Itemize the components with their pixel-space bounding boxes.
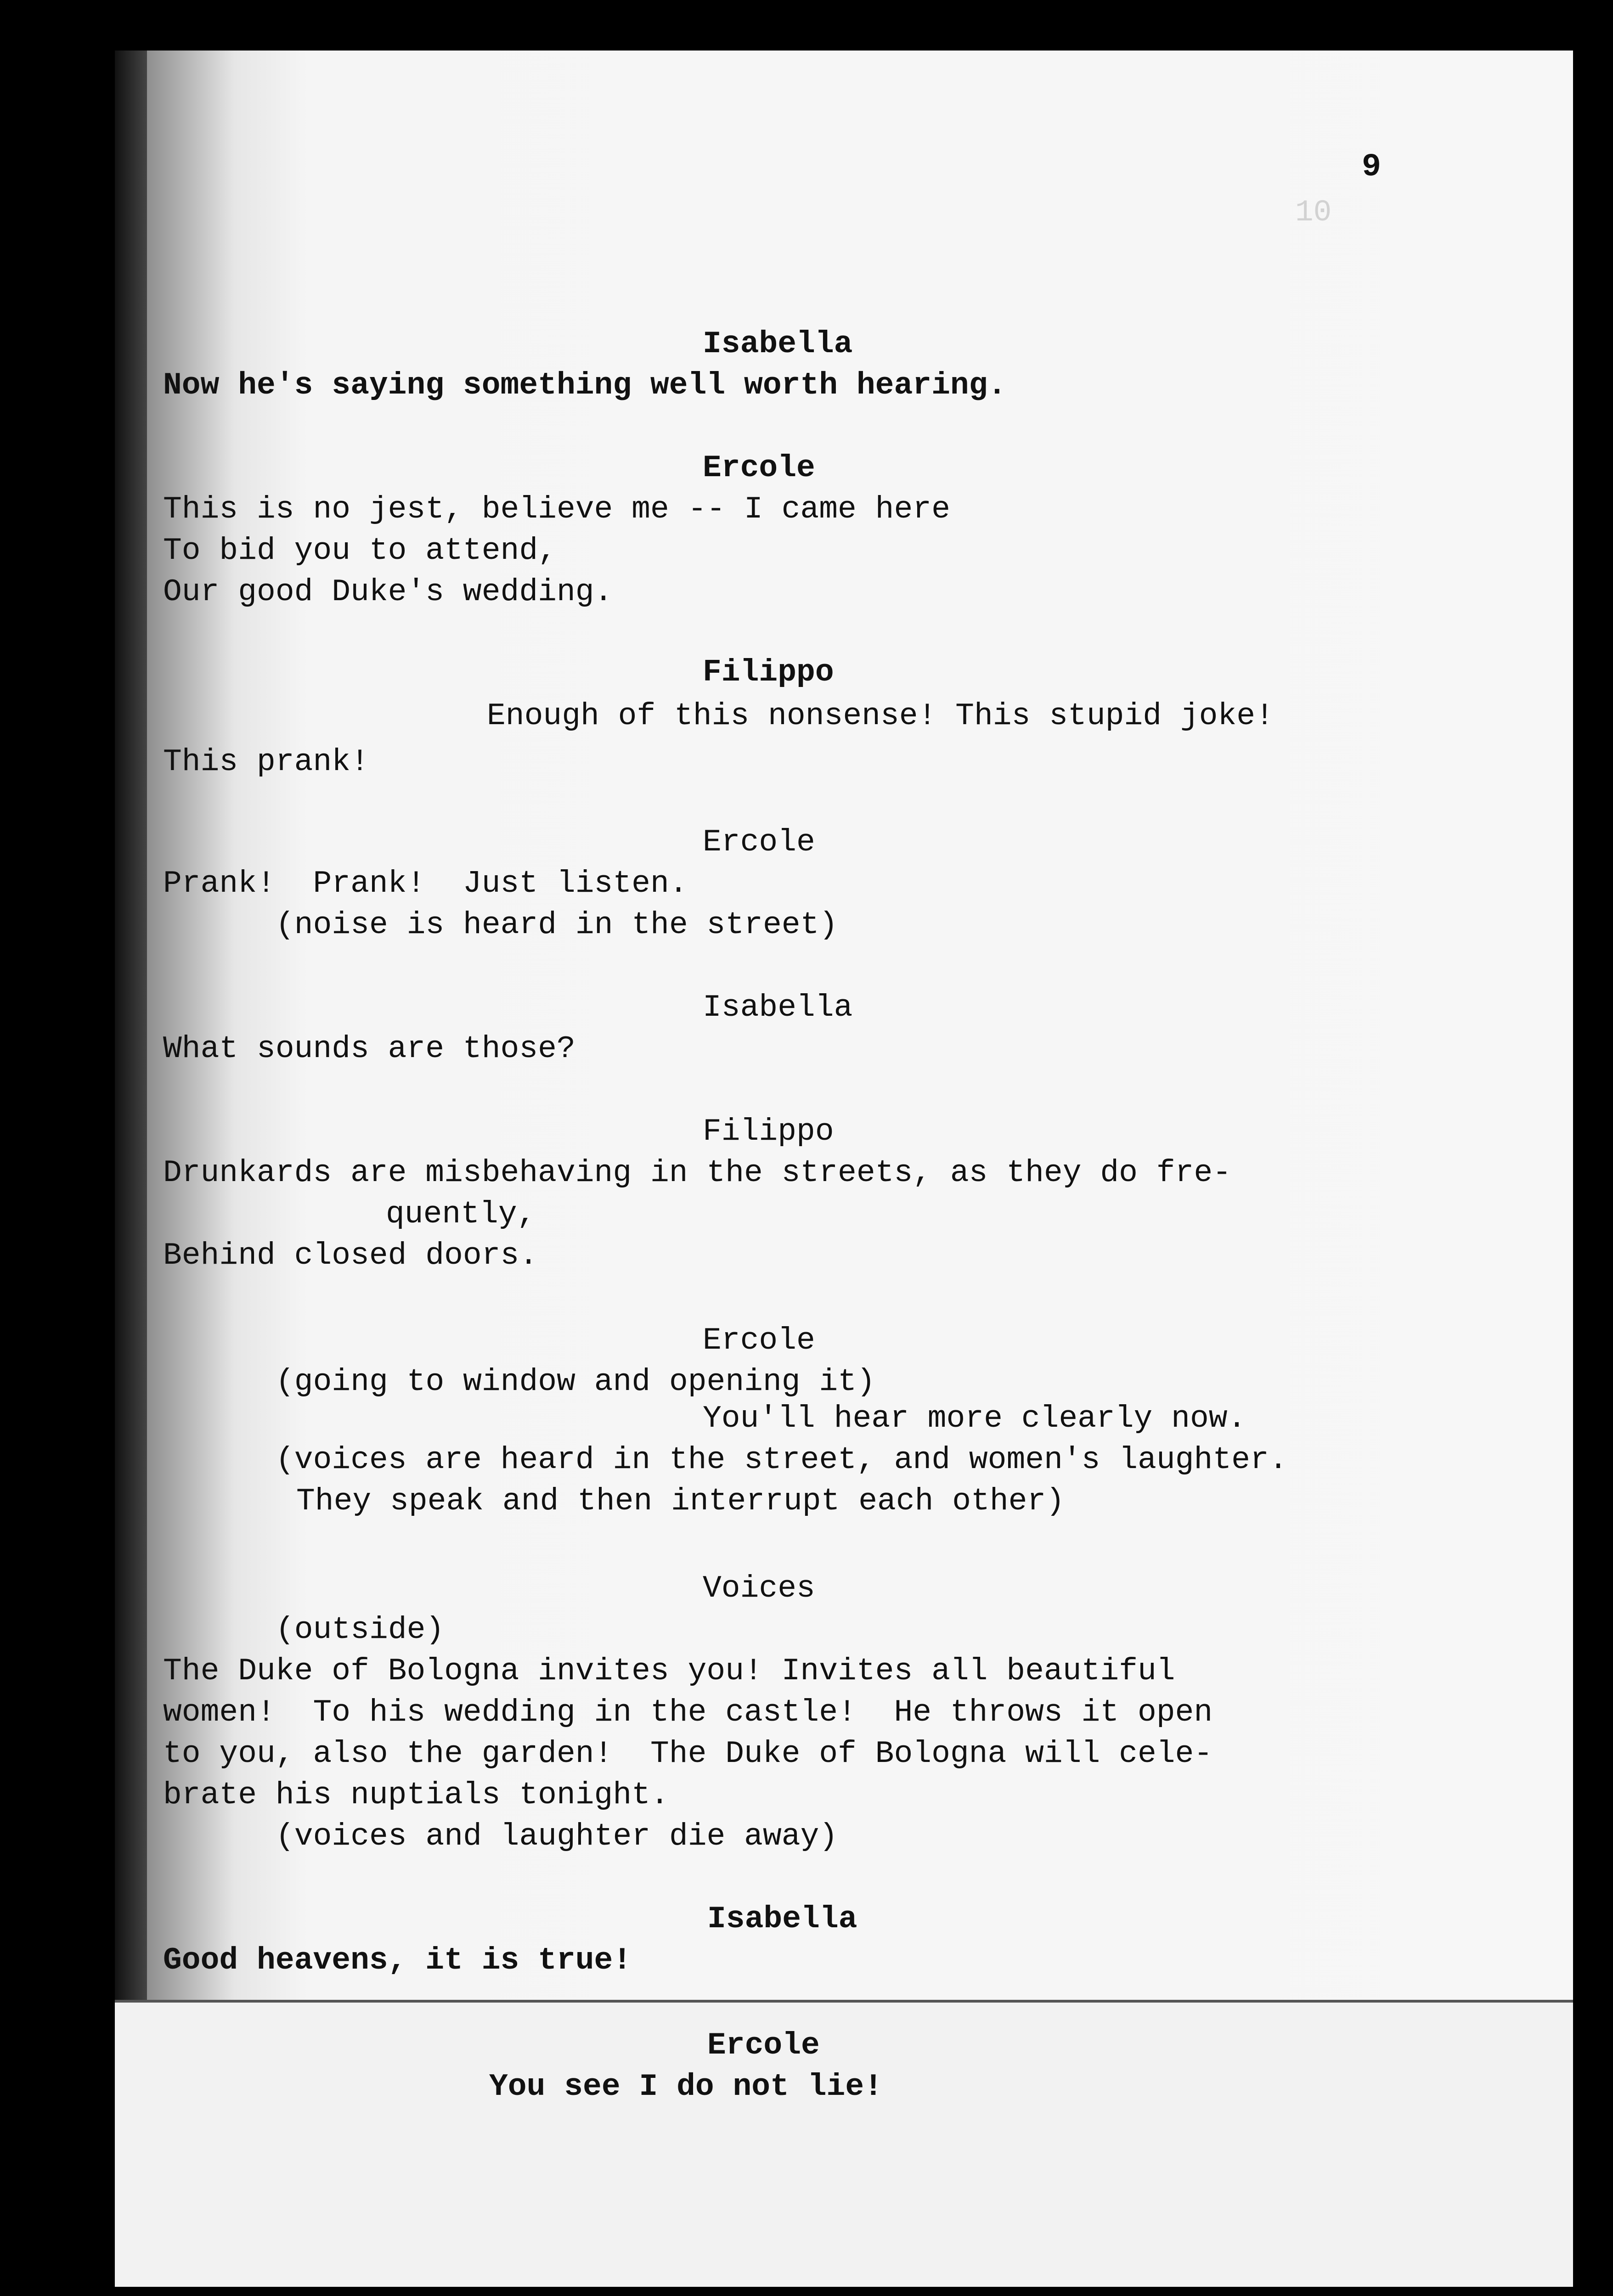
speaker-isabella: Isabella [703, 990, 853, 1025]
dialogue-line: Behind closed doors. [163, 1238, 538, 1273]
page-fold-line [115, 2000, 1573, 2003]
typewritten-page [115, 51, 1573, 2287]
page-number: 9 [1362, 149, 1382, 186]
speaker-isabella: Isabella [703, 326, 853, 362]
stage-direction: (going to window and opening it) [276, 1364, 875, 1400]
speaker-ercole: Ercole [703, 450, 815, 486]
dialogue-line: The Duke of Bologna invites you! Invites all beautiful [163, 1654, 1175, 1689]
dialogue-line: To bid you to attend, [163, 533, 557, 568]
dialogue-line: You'll hear more clearly now. [703, 1401, 1246, 1436]
stage-direction: They speak and then interrupt each other) [296, 1484, 1065, 1519]
faint-bleed-through-page-number: 10 [1295, 195, 1332, 230]
stage-direction: (noise is heard in the street) [276, 907, 838, 943]
dialogue-line: This prank! [163, 744, 369, 780]
dialogue-line: Our good Duke's wedding. [163, 574, 613, 610]
speaker-ercole: Ercole [703, 825, 815, 860]
speaker-filippo: Filippo [703, 1114, 834, 1149]
dialogue-line: What sounds are those? [163, 1031, 575, 1067]
dialogue-line: Drunkards are misbehaving in the streets, as they do fre- [163, 1155, 1231, 1191]
dialogue-line: Prank! Prank! Just listen. [163, 866, 688, 901]
stage-direction: (voices and laughter die away) [276, 1819, 838, 1854]
speaker-ercole: Ercole [707, 2028, 820, 2063]
dialogue-line: Enough of this nonsense! This stupid joke! [487, 698, 1274, 734]
dialogue-line: brate his nuptials tonight. [163, 1778, 669, 1813]
dialogue-line: Now he's saying something well worth hearing. [163, 368, 1007, 403]
dialogue-line: Good heavens, it is true! [163, 1943, 632, 1978]
stage-direction: (voices are heard in the street, and women's laughter. [276, 1442, 1288, 1478]
page-shadow-edge [115, 51, 147, 2287]
speaker-ercole: Ercole [703, 1323, 815, 1358]
dialogue-line: You see I do not lie! [489, 2069, 883, 2105]
speaker-voices: Voices [703, 1571, 815, 1606]
speaker-isabella: Isabella [707, 1902, 857, 1937]
dialogue-line: to you, also the garden! The Duke of Bologna will cele- [163, 1736, 1213, 1772]
dialogue-line: women! To his wedding in the castle! He throws it open [163, 1695, 1213, 1730]
speaker-filippo: Filippo [703, 655, 834, 690]
dialogue-line: This is no jest, believe me -- I came here [163, 492, 950, 527]
lower-page-band [115, 2003, 1573, 2287]
stage-direction: (outside) [276, 1612, 445, 1648]
dialogue-line: quently, [386, 1197, 536, 1232]
